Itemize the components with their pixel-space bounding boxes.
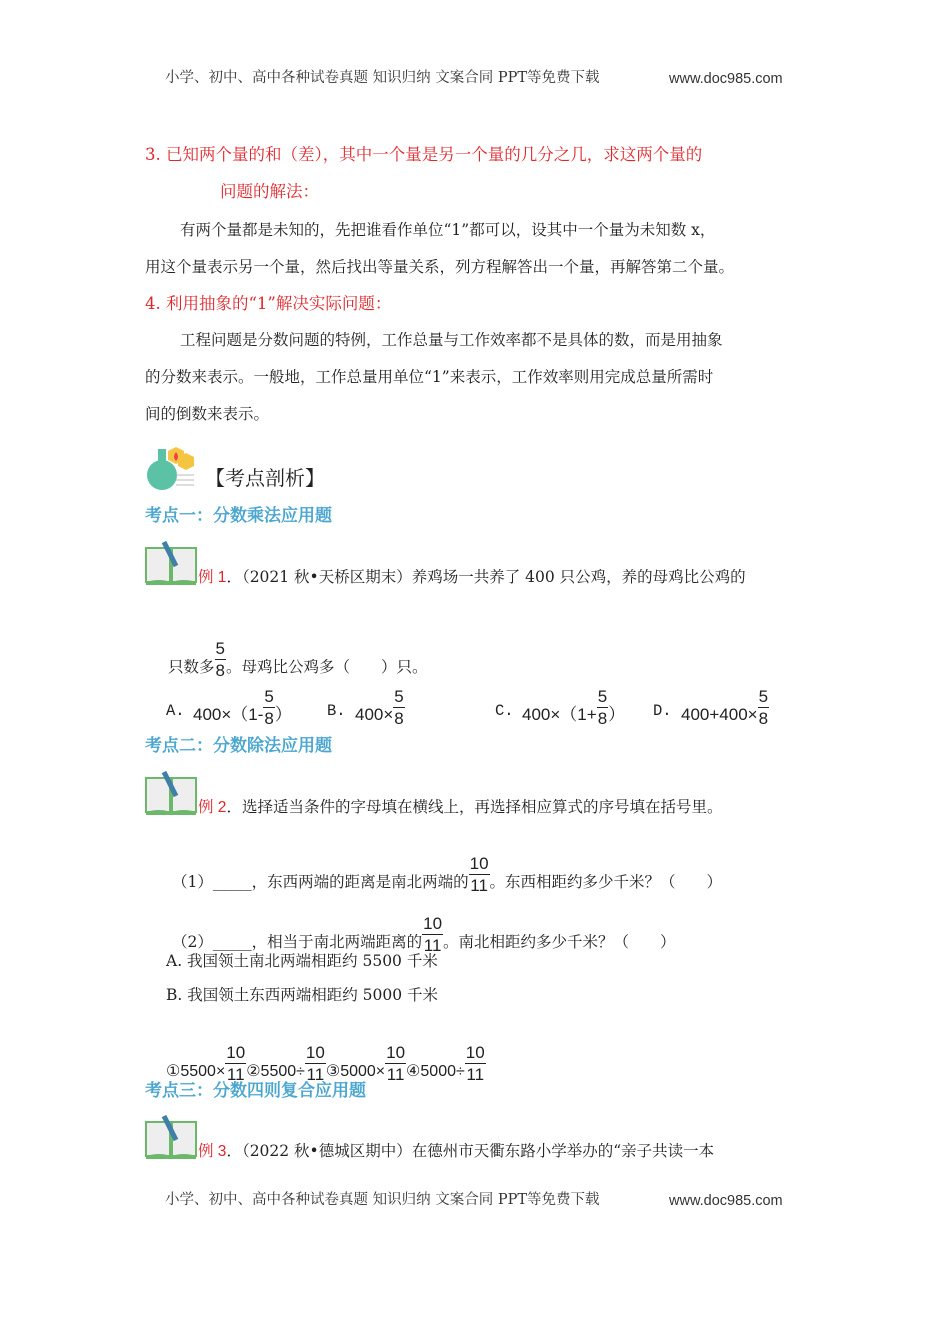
- option-a[interactable]: A.: [166, 702, 185, 720]
- section4-title: 4. 利用抽象的“1”解决实际问题：: [145, 294, 392, 313]
- option-b-expr: 400× $\frac{5}{8}$: [355, 687, 404, 728]
- page-header-link[interactable]: www.doc985.com: [669, 71, 783, 87]
- example2-line: [198, 797, 722, 818]
- section4-body: 工程问题是分数问题的特例，工作总量与工作效率都不是具体的数，而是用抽象: [180, 331, 723, 349]
- analysis-heading: 【考点剖析】: [205, 466, 325, 490]
- point1-title: 考点一：分数乘法应用题: [145, 506, 332, 526]
- condition-a: A. 我国领土南北两端相距约 5500 千米: [166, 952, 438, 970]
- example1-text-post: 。母鸡比公鸡多（ ）只。: [225, 658, 428, 676]
- book-pencil-icon: [144, 770, 198, 816]
- example1-text-pre: 只数多: [168, 658, 215, 676]
- option-d[interactable]: D.: [653, 702, 672, 720]
- example3-label: 例 3: [198, 1143, 227, 1160]
- section3-title: 3. 已知两个量的和（差），其中一个量是另一个量的几分之几，求这两个量的: [145, 145, 703, 164]
- question-2: （2）_____，相当于南北两端距离的 $\frac{10}{11}$ 。南北相距约多少千米？（ ）: [172, 914, 676, 955]
- section3-title-cont: 问题的解法：: [220, 182, 319, 201]
- condition-b: B. 我国领土东西两端相距约 5000 千米: [166, 986, 439, 1004]
- section3-body-cont: 用这个量表示另一个量，然后找出等量关系，列方程解答出一个量，再解答第二个量。: [145, 258, 735, 276]
- option-a-expr: 400×（1- $\frac{5}{8}$ ）: [193, 687, 292, 728]
- option-d-expr: 400+400× $\frac{5}{8}$: [681, 687, 769, 728]
- flask-icon: [146, 445, 196, 493]
- example1-label: 例 1: [198, 569, 227, 586]
- example3-line: [198, 1141, 714, 1162]
- book-pencil-icon: [144, 540, 198, 586]
- question-1: （1）_____，东西两端的距离是南北两端的 $\frac{10}{11}$ 。东西相距约多少千米？（ ）: [172, 854, 723, 895]
- option-c-expr: 400×（1+ $\frac{5}{8}$ ）: [522, 687, 626, 728]
- option-b[interactable]: B.: [327, 702, 346, 720]
- page-footer-text: 小学、初中、高中各种试卷真题 知识归纳 文案合同 PPT等免费下载: [165, 1192, 600, 1208]
- section4-body-end: 间的倒数来表示。: [145, 405, 270, 423]
- example1-line2: [168, 638, 428, 681]
- expression-list: ①5500× $\frac{10}{11}$ ②5500÷ $\frac{10}{11}$ ③5000× $\frac{10}{11}$ ④5000÷ $\frac{10}{11}$: [166, 1043, 485, 1084]
- example2-label: 例 2: [198, 799, 227, 816]
- page-footer-link[interactable]: www.doc985.com: [669, 1193, 783, 1209]
- example3-text: ．（2022 秋•德城区期中）在德州市天衢东路小学举办的“亲子共读一本: [226, 1142, 715, 1160]
- point2-title: 考点二：分数除法应用题: [145, 736, 332, 756]
- example2-text: ．选择适当条件的字母填在横线上，再选择相应算式的序号填在括号里。: [226, 798, 723, 816]
- section3-body: 有两个量都是未知的，先把谁看作单位“1”都可以，设其中一个量为未知数 x，: [180, 221, 716, 239]
- section4-body-cont: 的分数来表示。一般地，工作总量用单位“1”来表示，工作效率则用完成总量所需时: [145, 368, 714, 386]
- option-c[interactable]: C.: [495, 702, 514, 720]
- point3-title: 考点三：分数四则复合应用题: [145, 1081, 366, 1101]
- fraction: $\frac{5}{8}$: [215, 639, 225, 680]
- book-pencil-icon: [144, 1114, 198, 1160]
- example1-line: [198, 567, 746, 588]
- page-header-text: 小学、初中、高中各种试卷真题 知识归纳 文案合同 PPT等免费下载: [165, 70, 600, 86]
- example1-text: ．（2021 秋•天桥区期末）养鸡场一共养了 400 只公鸡，养的母鸡比公鸡的: [226, 568, 746, 586]
